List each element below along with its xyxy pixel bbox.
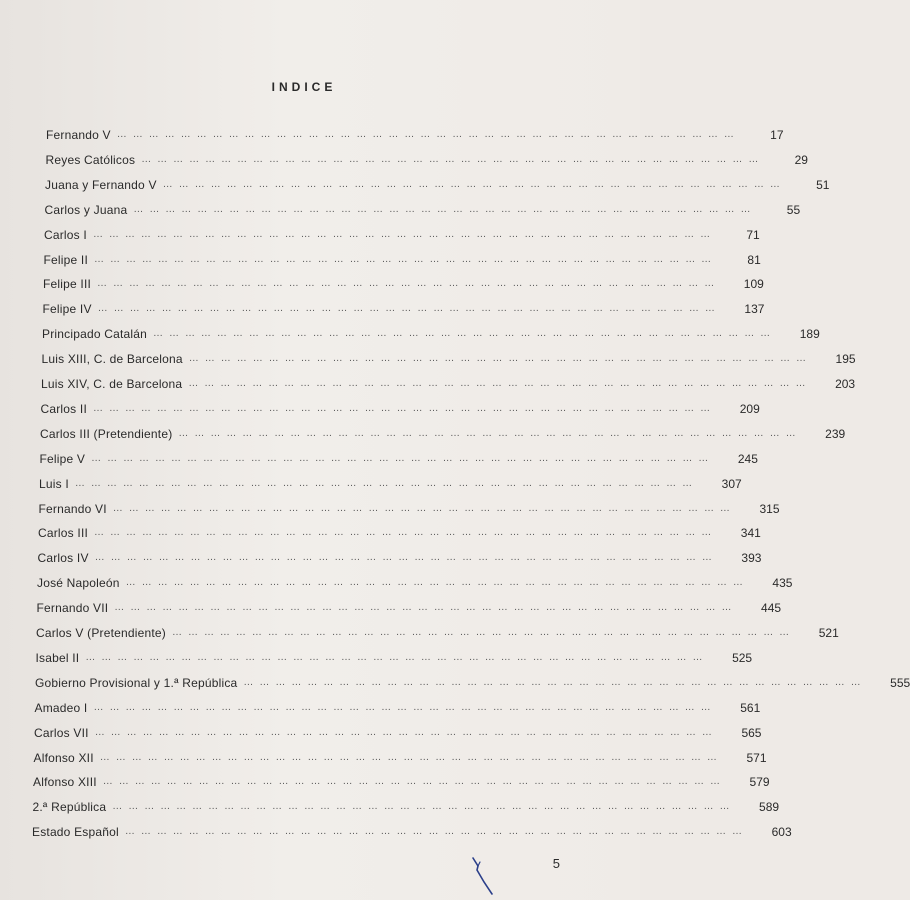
dot-leader: … … … … … … … … … … … … … … … … … … … … … … … … … … … … … … … … … … … … … … … [102,776,722,788]
toc-entry-label: Felipe IV [42,302,92,317]
toc-entry-page: 109 [743,277,764,292]
dot-leader: … … … … … … … … … … … … … … … … … … … … … … … … … … … … … … … … … … … … … … … [243,676,863,688]
toc-entry-page: 239 [825,426,846,441]
toc-entry-label: Carlos II [40,401,87,416]
toc-entry-23 [34,691,761,715]
toc-entry-page: 603 [771,825,792,840]
toc-entry-26 [33,765,770,790]
toc-entry-label: Estado Español [32,825,119,840]
toc-entry-label: Reyes Católicos [45,152,136,167]
dot-leader: … … … … … … … … … … … … … … … … … … … … … … … … … … … … … … … … … … … … … … … [188,378,808,389]
toc-entry-page: 571 [746,750,767,765]
toc-entry-4 [44,218,760,242]
dot-leader: … … … … … … … … … … … … … … … … … … … … … … … … … … … … … … … … … … … … … … … [97,278,716,290]
toc-entry-label: Carlos VII [34,725,89,740]
dot-leader: … … … … … … … … … … … … … … … … … … … … … … … … … … … … … … … … … … … … … … … [92,402,712,414]
toc-entry-page: 203 [835,377,856,391]
toc-entry-page: 209 [739,401,760,416]
toc-entry-page: 195 [835,352,856,367]
toc-entry-label: Felipe III [43,277,92,292]
toc-entry-28 [32,815,792,840]
dot-leader: … … … … … … … … … … … … … … … … … … … … … … … … … … … … … … … … … … … … … … … [94,726,714,738]
toc-entry-page: 245 [737,451,758,466]
toc-entry-25 [33,741,767,765]
dot-leader: … … … … … … … … … … … … … … … … … … … … … … … … … … … … … … … … … … … … … … … [91,452,710,464]
toc-entry-page: 589 [759,800,780,815]
toc-entry-6 [43,267,764,292]
toc-entry-14 [39,467,742,491]
toc-entry-page: 341 [740,526,761,541]
page-number: 5 [552,856,560,871]
toc-entry-label: Gobierno Provisional y 1.ª República [35,675,238,690]
toc-entry-label: Carlos y Juana [44,202,128,217]
toc-entry-page: 29 [794,152,808,167]
toc-entry-21 [35,641,753,665]
dot-leader: … … … … … … … … … … … … … … … … … … … … … … … … … … … … … … … … … … … … … … … [178,427,798,439]
dot-leader: … … … … … … … … … … … … … … … … … … … … … … … … … … … … … … … … … … … … … … … [116,129,736,140]
dot-leader: … … … … … … … … … … … … … … … … … … … … … … … … … … … … … … … … … … … … … … … [114,602,734,614]
toc-entry-label: Luis XIV, C. de Barcelona [41,377,183,391]
dot-leader: … … … … … … … … … … … … … … … … … … … … … … … … … … … … … … … … … … … … … … … [188,353,808,365]
dot-leader: … … … … … … … … … … … … … … … … … … … … … … … … … … … … … … … … … … … … … … … [74,477,694,489]
toc-entry-page: 393 [741,551,762,566]
toc-entry-1 [45,143,808,167]
toc-entry-page: 555 [890,675,910,690]
toc-entry-page: 315 [759,501,780,516]
toc-entry-19 [36,591,782,616]
toc-entry-2 [45,168,830,192]
toc-entry-18 [37,566,793,591]
toc-entry-page: 579 [749,775,770,790]
toc-entry-label: 2.ª República [32,800,107,815]
toc-entry-24 [34,716,762,740]
toc-entry-page: 51 [816,177,830,192]
dot-leader: … … … … … … … … … … … … … … … … … … … … … … … … … … … … … … … … … … … … … … … [141,153,760,165]
toc-entry-label: Isabel II [35,650,80,665]
toc-entry-15 [38,492,780,516]
toc-entry-page: 521 [818,626,839,640]
toc-entry-page: 307 [721,476,742,491]
toc-entry-label: Luis I [39,476,69,491]
toc-entry-11 [40,392,760,416]
dot-leader: … … … … … … … … … … … … … … … … … … … … … … … … … … … … … … … … … … … … … … … [94,253,713,265]
toc-entry-0 [46,118,784,142]
toc-entry-7 [42,292,765,317]
toc-entry-page: 525 [732,650,753,665]
toc-entry-page: 189 [799,327,820,342]
dot-leader: … … … … … … … … … … … … … … … … … … … … … … … … … … … … … … … … … … … … … … … [112,502,732,514]
toc-entry-page: 445 [761,601,782,616]
dot-leader: … … … … … … … … … … … … … … … … … … … … … … … … … … … … … … … … … … … … … … … [153,328,772,340]
toc-entry-label: Alfonso XIII [33,775,97,790]
toc-entry-label: José Napoleón [37,576,120,591]
dot-leader: … … … … … … … … … … … … … … … … … … … … … … … … … … … … … … … … … … … … … … … [162,178,782,190]
dot-leader: … … … … … … … … … … … … … … … … … … … … … … … … … … … … … … … … … … … … … … … [172,627,791,638]
toc-entry-label: Carlos V (Pretendiente) [36,626,166,640]
dot-leader: … … … … … … … … … … … … … … … … … … … … … … … … … … … … … … … … … … … … … … … [85,651,705,663]
toc-entry-20 [36,616,839,640]
pen-mark-icon [470,856,500,896]
dot-leader: … … … … … … … … … … … … … … … … … … … … … … … … … … … … … … … … … … … … … … … [124,826,744,838]
toc-entry-label: Felipe V [39,451,86,466]
toc-entry-8 [42,317,820,342]
toc-entry-label: Amadeo I [34,700,88,715]
toc-entry-16 [38,516,761,541]
dot-leader: … … … … … … … … … … … … … … … … … … … … … … … … … … … … … … … … … … … … … … … [93,701,713,713]
toc-entry-label: Principado Catalán [42,327,147,342]
toc-entry-page: 81 [747,252,761,267]
toc-entry-label: Carlos III (Pretendiente) [40,426,173,441]
dot-leader: … … … … … … … … … … … … … … … … … … … … … … … … … … … … … … … … … … … … … … … [94,552,714,564]
toc-entry-label: Carlos III [38,526,89,541]
toc-entry-3 [44,193,801,217]
dot-leader: … … … … … … … … … … … … … … … … … … … … … … … … … … … … … … … … … … … … … … … [112,801,732,813]
toc-entry-page: 17 [770,128,784,142]
toc-entry-page: 561 [740,700,761,715]
toc-entry-13 [39,442,758,466]
toc-entry-page: 71 [746,227,760,242]
toc-entry-label: Carlos I [44,227,87,242]
toc-entry-22 [35,666,910,690]
toc-entry-label: Felipe II [43,252,88,267]
toc-entry-label: Fernando V [46,128,111,142]
toc-entry-5 [43,243,761,267]
toc-entry-label: Alfonso XII [33,750,94,765]
index-heading: INDICE [271,80,337,94]
dot-leader: … … … … … … … … … … … … … … … … … … … … … … … … … … … … … … … … … … … … … … … [99,751,719,763]
toc-entry-label: Fernando VI [38,501,107,516]
toc-entry-12 [40,417,846,441]
toc-entry-label: Fernando VII [36,601,109,616]
dot-leader: … … … … … … … … … … … … … … … … … … … … … … … … … … … … … … … … … … … … … … … [133,203,753,215]
dot-leader: … … … … … … … … … … … … … … … … … … … … … … … … … … … … … … … … … … … … … … … [97,303,717,315]
toc-entry-9 [41,342,856,367]
toc-entry-label: Luis XIII, C. de Barcelona [41,352,183,367]
dot-leader: … … … … … … … … … … … … … … … … … … … … … … … … … … … … … … … … … … … … … … … [92,228,712,240]
toc-entry-label: Carlos IV [37,551,89,566]
toc-entry-27 [32,790,780,815]
toc-entry-17 [37,541,762,566]
toc-entry-page: 565 [741,725,762,740]
toc-entry-page: 435 [772,576,793,591]
toc-entry-page: 137 [744,302,765,317]
toc-entry-10 [41,367,856,391]
toc-entry-label: Juana y Fernando V [45,177,157,192]
toc-entry-page: 55 [786,202,801,217]
dot-leader: … … … … … … … … … … … … … … … … … … … … … … … … … … … … … … … … … … … … … … … [94,527,713,539]
dot-leader: … … … … … … … … … … … … … … … … … … … … … … … … … … … … … … … … … … … … … … … [125,577,745,589]
